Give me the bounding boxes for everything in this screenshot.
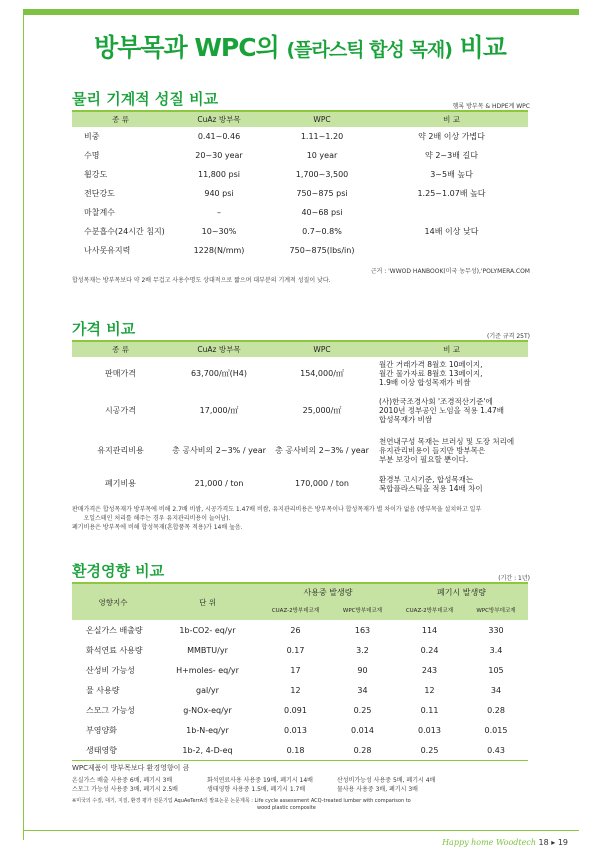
env-footnote-line: ※미국의 수질, 대기, 지질, 환경 평가 전문기업 AquAeTerrA의 발표논문 논문제목 : Life cycle assessment ACQ-treated lumber with comparison to <box>72 798 411 804</box>
table-cell: gal/yr <box>196 685 219 695</box>
header-cell: CuAz 방부목 <box>169 342 269 357</box>
title-end: 비교 <box>459 33 506 62</box>
header-cell: 비 교 <box>375 342 528 357</box>
header-cell: CUAZ-2방부데코재 <box>395 600 464 620</box>
env-note: (기간 : 1년) <box>498 575 530 582</box>
physical-summary: 합성목재는 방부목보다 약 2배 무겁고 사용수명도 상대적으로 짧으며 대부분의 기계적 성질이 낮다. <box>72 277 331 284</box>
price-note: (기준 규격 25T) <box>487 333 530 340</box>
table-cell <box>375 203 528 222</box>
table-cell: 330 <box>488 625 504 635</box>
physical-source: 근거 : 'WWOD HANBOOK(미국 농무성),'POLYMERA.COM <box>370 268 530 275</box>
physical-table <box>72 112 528 260</box>
table-cell: 63,700/㎥(H4) <box>190 369 248 378</box>
top-accent-bar <box>23 9 579 15</box>
table-cell: 1228(N/mm) <box>193 246 245 255</box>
table-cell: 0.11 <box>420 705 439 715</box>
table-cell <box>375 241 528 260</box>
env-summary-title: WPC제품이 방부목보다 환경영향이 큼 <box>72 764 190 772</box>
table-cell: 40~68 psi <box>301 208 343 217</box>
table-row <box>72 165 528 184</box>
header-cell: WPC방부데코재 <box>330 600 395 620</box>
compare-line: 합성목재가 비쌈 <box>379 415 433 424</box>
table-row <box>72 241 528 260</box>
table-cell: 0.015 <box>484 725 508 735</box>
env-summary-line <box>72 785 528 794</box>
table-cell: 114 <box>421 625 438 635</box>
header-cell: 폐기시 발생량 <box>395 584 528 600</box>
price-note-line: 폐기비용은 방부목에 비해 합성목재(혼합품목 적용)가 14배 높음. <box>72 524 243 531</box>
table-cell: – <box>217 208 221 217</box>
table-cell: 1.25~1.07배 높다 <box>417 189 486 198</box>
physical-header-row <box>72 112 528 127</box>
compare-line: 유지관리비용이 들지만 방부목은 <box>379 445 486 455</box>
compare-line: 월간 물가자료 8월호 13페이지, <box>379 369 483 378</box>
table-cell: 1.11~1.20 <box>300 132 344 141</box>
compare-line: 복합플라스틱을 적용 14배 차이 <box>379 483 483 493</box>
price-header-row <box>72 342 528 357</box>
table-row <box>72 127 528 146</box>
table-cell: 750~875 psi <box>296 189 348 198</box>
table-cell: 17,000/㎡ <box>199 406 239 415</box>
header-cell: 종 류 <box>72 342 169 357</box>
header-cell: WPC방부데코재 <box>464 600 528 620</box>
table-cell <box>375 357 528 390</box>
table-cell: 3~5배 높다 <box>430 170 473 179</box>
header-cell: WPC <box>269 342 375 357</box>
header-cell: CUAZ-2방부데코재 <box>261 600 330 620</box>
table-cell: 750~875(lbs/in) <box>289 246 355 255</box>
page-numbers: 18 ▸ 19 <box>538 838 568 847</box>
table-cell: 1b-N-eq/yr <box>186 725 229 735</box>
table-cell: 0.28 <box>487 705 505 715</box>
table-cell: 14배 이상 낮다 <box>424 227 479 236</box>
table-cell: 3.2 <box>356 645 369 655</box>
table-cell <box>375 390 528 431</box>
compare-line: 월간 거래가격 8월호 10페이지, <box>379 360 483 369</box>
table-cell: 20~30 year <box>195 151 243 160</box>
table-cell: 판매가격 <box>105 369 136 378</box>
table-cell: 부영양화 <box>86 725 117 735</box>
table-cell: 0.25 <box>420 745 439 755</box>
table-cell: 1b-2, 4-D-eq <box>182 745 233 755</box>
table-cell: 산성비 가능성 <box>86 665 135 675</box>
table-cell: 105 <box>488 665 504 675</box>
page-footer <box>442 838 568 847</box>
table-cell: 전단강도 <box>84 189 115 198</box>
table-cell: 0.18 <box>286 745 305 755</box>
table-cell: 0.091 <box>284 705 307 715</box>
table-row <box>72 390 528 431</box>
table-cell: 154,000/㎡ <box>300 369 344 378</box>
table-row <box>72 680 528 700</box>
table-cell: 0.25 <box>353 705 372 715</box>
table-cell: 약 2배 이상 가볍다 <box>418 132 485 141</box>
table-row <box>72 740 528 760</box>
table-cell: 90 <box>357 665 368 675</box>
header-cell: WPC <box>269 112 375 127</box>
header-cell: 사용중 발생량 <box>261 584 395 600</box>
table-row <box>72 431 528 469</box>
table-row <box>72 660 528 680</box>
table-row <box>72 184 528 203</box>
table-cell: 0.41~0.46 <box>197 132 241 141</box>
table-cell <box>375 431 528 469</box>
env-summary-line <box>72 776 528 785</box>
table-cell: 물 사용량 <box>86 685 120 695</box>
header-cell: 종 류 <box>72 112 169 127</box>
table-cell: 0.013 <box>418 725 441 735</box>
table-cell: 0.013 <box>284 725 307 735</box>
price-notes <box>72 505 481 532</box>
title-main: 방부목과 WPC의 <box>94 33 279 62</box>
header-cell: CuAz 방부목 <box>169 112 269 127</box>
env-heading: 환경영향 비교 <box>72 562 165 580</box>
table-cell: 약 2~3배 길다 <box>425 151 478 160</box>
table-cell: MMBTU/yr <box>187 645 228 655</box>
env-header-row <box>72 584 528 600</box>
title-sub: (플라스틱 합성 목재) <box>286 39 452 61</box>
env-footnote-line: wood plastic composite <box>257 805 316 811</box>
table-cell: 0.17 <box>286 645 305 655</box>
table-cell: 수명 <box>84 151 100 160</box>
table-row <box>72 720 528 740</box>
table-row <box>72 469 528 498</box>
table-cell: 스모그 가능성 <box>86 705 135 715</box>
table-cell: 온실가스 배출량 <box>86 625 143 635</box>
header-cell: 비 교 <box>375 112 528 127</box>
table-cell: 12 <box>290 685 301 695</box>
env-summary-item: 스모그 가능성 사용중 3배, 폐기시 2.5배 <box>72 786 178 793</box>
table-row <box>72 640 528 660</box>
table-cell: 마찰계수 <box>84 208 115 217</box>
price-heading: 가격 비교 <box>72 320 136 338</box>
table-cell: 총 공사비의 2~3% / year <box>172 445 266 455</box>
compare-line: (사)한국조경사회 '조경적산기준'에 <box>379 397 493 406</box>
table-cell: 10 year <box>306 151 338 160</box>
env-summary-item: 산성비가능성 사용중 5배, 폐기시 4배 <box>337 777 436 784</box>
table-cell: 0.7~0.8% <box>302 227 342 236</box>
price-table <box>72 342 528 498</box>
env-summary-item: 물사용 사용중 3배, 폐기시 3배 <box>337 786 418 793</box>
table-cell: 화석연료 사용량 <box>86 645 143 655</box>
table-cell: 0.43 <box>487 745 505 755</box>
table-cell: H+moles- eq/yr <box>176 665 239 675</box>
table-row <box>72 620 528 640</box>
price-note-line: 오일스테인 처리를 해주는 경우 유지관리비용이 늘어남). <box>72 515 231 522</box>
table-row <box>72 146 528 165</box>
table-cell: 폐기비용 <box>105 479 136 488</box>
table-cell: 163 <box>354 625 371 635</box>
table-cell: 총 공사비의 2~3% / year <box>275 445 369 455</box>
table-cell: 생태영향 <box>86 745 117 755</box>
env-summary-item: 화석연료사용 사용중 19배, 폐기시 14배 <box>207 777 313 784</box>
table-cell: 25,000/㎡ <box>302 406 342 415</box>
table-row <box>72 357 528 390</box>
table-cell: 3.4 <box>489 645 503 655</box>
table-cell: 34 <box>490 685 502 695</box>
table-cell: 1b-CO2- eq/yr <box>179 625 236 635</box>
compare-line: 1.9배 이상 합성목재가 비쌈 <box>379 378 471 387</box>
table-cell: 0.24 <box>420 645 439 655</box>
table-cell: 1,700~3,500 <box>295 170 349 179</box>
header-cell: 영향지수 <box>72 584 154 620</box>
physical-heading: 물리 기계적 성질 비교 <box>72 90 219 108</box>
env-footnote <box>72 798 411 812</box>
left-margin-line <box>23 15 24 840</box>
page-title <box>0 28 600 64</box>
compare-line: 2010년 정부공인 노임을 적용 1.47배 <box>379 406 505 415</box>
table-cell: 17 <box>290 665 301 675</box>
table-cell: 12 <box>424 685 435 695</box>
table-row <box>72 203 528 222</box>
compare-line: 환경부 고시기준, 합성목재는 <box>379 474 474 484</box>
table-cell: 11,800 psi <box>197 170 240 179</box>
table-cell: 21,000 / ton <box>194 479 244 488</box>
env-bottom-rule <box>72 760 528 761</box>
table-cell: g-NOx-eq/yr <box>183 705 232 715</box>
table-cell <box>375 469 528 498</box>
table-cell: 26 <box>290 625 301 635</box>
table-cell: 170,000 / ton <box>295 479 349 488</box>
compare-line: 천연내구성 목재는 브러싱 및 도장 처리에 <box>379 436 515 446</box>
table-cell: 유지관리비용 <box>97 445 144 455</box>
table-cell: 243 <box>421 665 438 675</box>
table-cell: 휨강도 <box>84 170 108 179</box>
env-summary-item: 온실가스 배출 사용중 6배, 폐기시 3배 <box>72 777 173 784</box>
table-row <box>72 700 528 720</box>
price-note-line: 판매가격은 합성목재가 방부목에 비해 2.7배 비쌈, 시공가격도 1.47배 비쌈, 유지관리비용은 방부목이나 합성목재가 별 차이가 없음 (방부목을 설치하고 일부 <box>72 506 482 513</box>
env-summary <box>72 776 528 794</box>
table-cell: 수분흡수(24시간 침지) <box>84 227 165 236</box>
table-cell: 비중 <box>84 132 100 141</box>
env-table <box>72 584 528 760</box>
table-cell: 940 psi <box>204 189 234 198</box>
table-cell: 시공가격 <box>105 406 136 415</box>
footer-brand: Happy home Woodtech <box>442 838 536 847</box>
header-cell: 단 위 <box>154 584 261 620</box>
compare-line: 부분 보강이 필요할 뿐이다. <box>379 454 469 464</box>
table-cell: 0.014 <box>351 725 374 735</box>
table-cell: 10~30% <box>201 227 237 236</box>
footer-rule <box>24 830 579 831</box>
table-cell: 34 <box>357 685 368 695</box>
table-cell: 0.28 <box>353 745 372 755</box>
env-summary-item: 생태영향 사용중 1.5배, 폐기시 1.7배 <box>207 786 306 793</box>
physical-note: 헴록 방부목 & HDPE계 WPC <box>452 103 530 110</box>
table-cell: 나사못유지력 <box>84 246 131 255</box>
table-row <box>72 222 528 241</box>
